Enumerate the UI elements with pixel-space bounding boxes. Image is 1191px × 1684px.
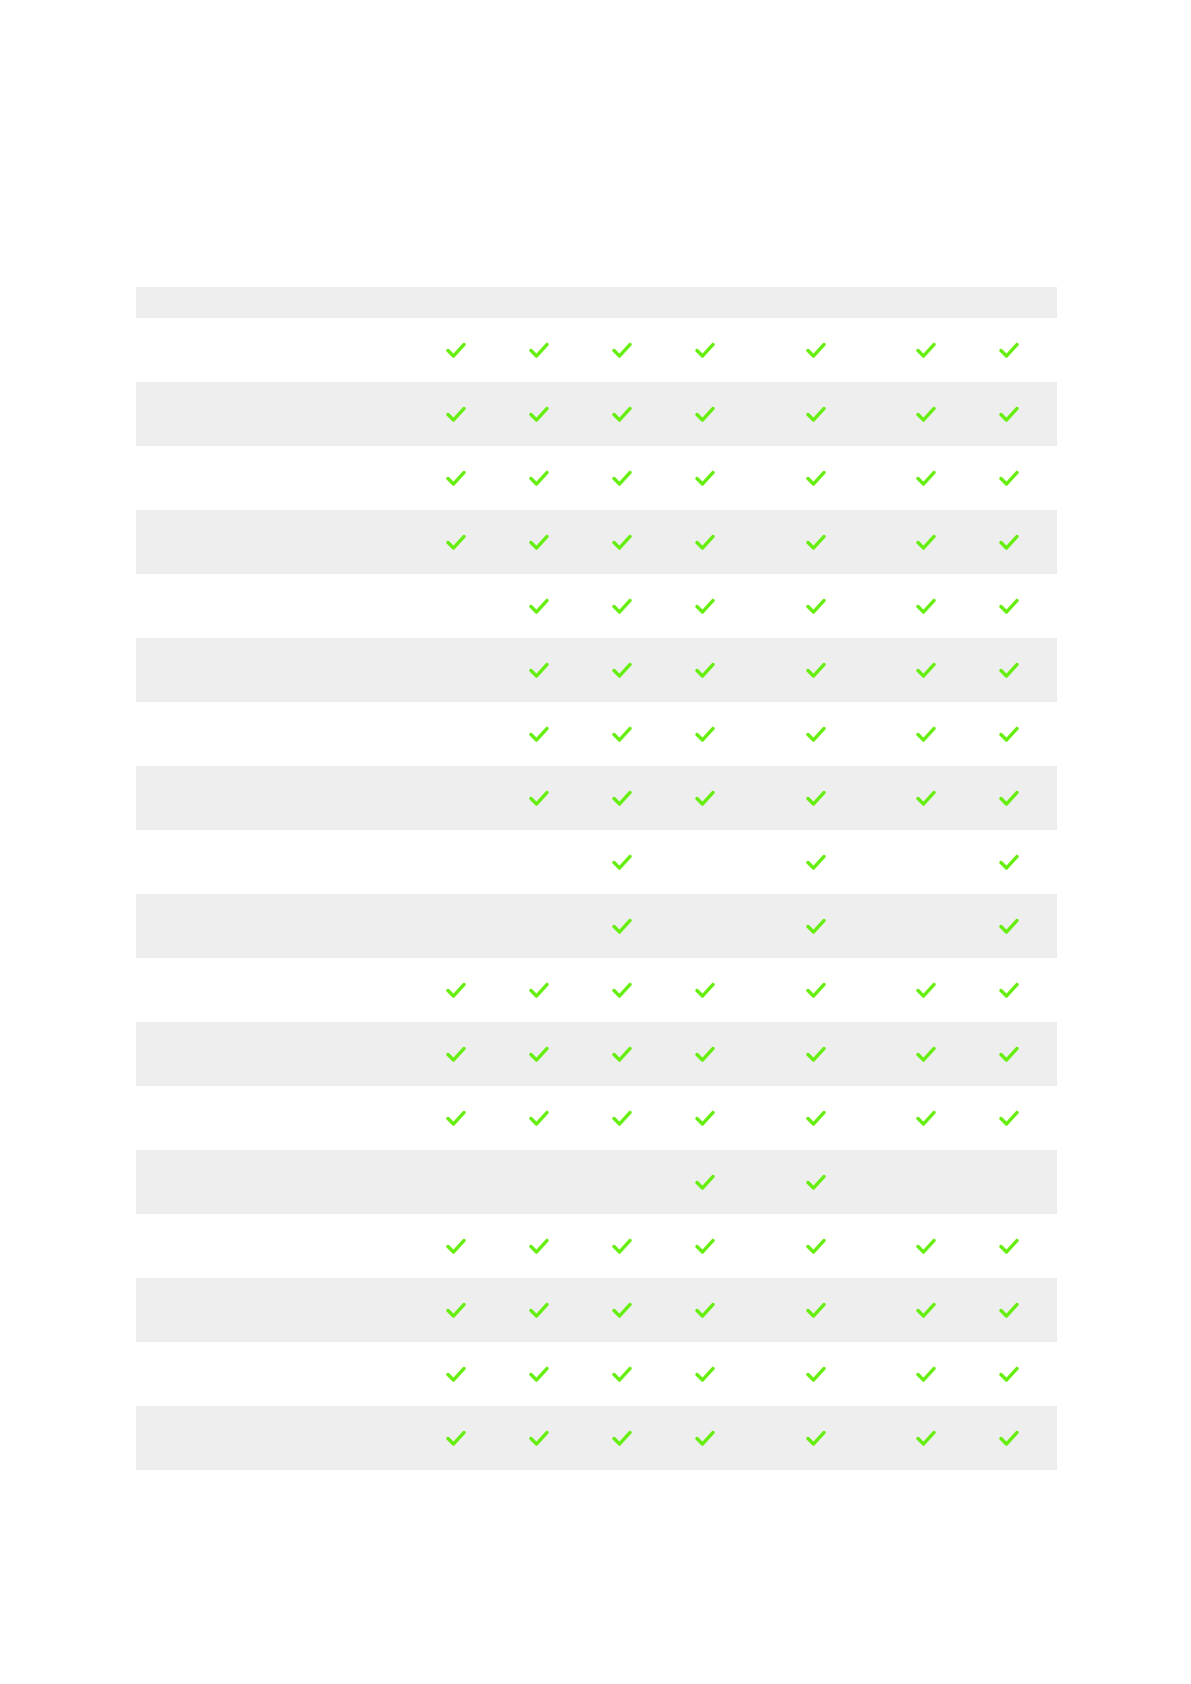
checkmark-icon [694,339,716,361]
checkmark-icon [445,979,467,1001]
checkmark-icon [445,467,467,489]
checkmark-icon [805,1235,827,1257]
checkmark-icon [915,403,937,425]
checkmark-icon [694,595,716,617]
checkmark-icon [694,979,716,1001]
checkmark-icon [694,723,716,745]
checkmark-icon [611,595,633,617]
checkmark-icon [528,979,550,1001]
checkmark-icon [445,339,467,361]
checkmark-icon [528,1299,550,1321]
checkmark-icon [694,1043,716,1065]
checkmark-icon [528,339,550,361]
checkmark-icon [915,1235,937,1257]
checkmark-icon [998,595,1020,617]
checkmark-icon [611,1299,633,1321]
checkmark-icon [611,1235,633,1257]
checkmark-icon [998,787,1020,809]
checkmark-icon [694,1299,716,1321]
checkmark-icon [611,723,633,745]
checkmark-icon [694,1171,716,1193]
table-row [136,382,1057,446]
checkmark-icon [915,979,937,1001]
checkmark-icon [611,1107,633,1129]
checkmark-icon [998,403,1020,425]
checkmark-icon [694,1107,716,1129]
checkmark-icon [998,467,1020,489]
checkmark-icon [528,1235,550,1257]
checkmark-icon [611,979,633,1001]
checkmark-icon [611,1427,633,1449]
checkmark-icon [528,1043,550,1065]
checkmark-icon [805,659,827,681]
checkmark-icon [805,531,827,553]
checkmark-icon [915,1043,937,1065]
table-body [136,318,1057,1470]
checkmark-icon [915,1299,937,1321]
table-row [136,446,1057,510]
checkmark-icon [805,595,827,617]
checkmark-icon [998,915,1020,937]
checkmark-icon [445,1363,467,1385]
checkmark-icon [694,1363,716,1385]
checkmark-icon [998,1427,1020,1449]
checkmark-icon [528,723,550,745]
table-row [136,1342,1057,1406]
table-row [136,702,1057,766]
checkmark-icon [915,1427,937,1449]
checkmark-icon [805,915,827,937]
checkmark-icon [805,1171,827,1193]
checkmark-icon [998,1363,1020,1385]
checkmark-icon [445,531,467,553]
table-row [136,1086,1057,1150]
checkmark-icon [915,787,937,809]
table-row [136,1150,1057,1214]
checkmark-icon [445,1043,467,1065]
checkmark-icon [694,531,716,553]
table-row [136,830,1057,894]
checkmark-icon [528,1363,550,1385]
checkmark-icon [528,1427,550,1449]
table-row [136,318,1057,382]
checkmark-icon [915,595,937,617]
checkmark-icon [528,467,550,489]
checkmark-icon [611,467,633,489]
checkmark-icon [805,403,827,425]
checkmark-icon [611,531,633,553]
checkmark-icon [528,403,550,425]
checkmark-icon [915,1107,937,1129]
checkmark-icon [915,467,937,489]
checkmark-icon [528,787,550,809]
checkmark-icon [528,531,550,553]
checkmark-icon [915,531,937,553]
checkmark-icon [915,659,937,681]
checkmark-icon [998,1043,1020,1065]
table-row [136,638,1057,702]
checkmark-icon [915,1363,937,1385]
checkmark-icon [611,1363,633,1385]
checkmark-icon [998,851,1020,873]
checkmark-icon [998,1299,1020,1321]
table-row [136,894,1057,958]
table-row [136,1214,1057,1278]
checkmark-icon [805,1427,827,1449]
checkmark-icon [611,403,633,425]
feature-comparison-table [136,287,1057,1470]
checkmark-icon [805,467,827,489]
checkmark-icon [998,979,1020,1001]
checkmark-icon [611,339,633,361]
checkmark-icon [998,659,1020,681]
checkmark-icon [805,1299,827,1321]
checkmark-icon [694,1235,716,1257]
table-row [136,574,1057,638]
checkmark-icon [805,723,827,745]
checkmark-icon [805,1363,827,1385]
checkmark-icon [528,595,550,617]
checkmark-icon [694,1427,716,1449]
checkmark-icon [611,915,633,937]
checkmark-icon [611,851,633,873]
checkmark-icon [805,1107,827,1129]
checkmark-icon [805,851,827,873]
checkmark-icon [445,403,467,425]
table-row [136,1022,1057,1086]
checkmark-icon [611,1043,633,1065]
checkmark-icon [998,1235,1020,1257]
checkmark-icon [998,1107,1020,1129]
table-row [136,1278,1057,1342]
checkmark-icon [445,1299,467,1321]
checkmark-icon [998,339,1020,361]
table-row [136,510,1057,574]
checkmark-icon [694,659,716,681]
checkmark-icon [694,467,716,489]
checkmark-icon [998,723,1020,745]
checkmark-icon [694,787,716,809]
checkmark-icon [528,1107,550,1129]
checkmark-icon [805,979,827,1001]
table-row [136,1406,1057,1470]
table-header-row [136,287,1057,318]
checkmark-icon [445,1427,467,1449]
checkmark-icon [805,339,827,361]
table-row [136,958,1057,1022]
checkmark-icon [805,787,827,809]
checkmark-icon [445,1235,467,1257]
checkmark-icon [915,339,937,361]
checkmark-icon [998,531,1020,553]
checkmark-icon [611,659,633,681]
checkmark-icon [528,659,550,681]
checkmark-icon [805,1043,827,1065]
checkmark-icon [445,1107,467,1129]
checkmark-icon [915,723,937,745]
checkmark-icon [694,403,716,425]
table-row [136,766,1057,830]
checkmark-icon [611,787,633,809]
